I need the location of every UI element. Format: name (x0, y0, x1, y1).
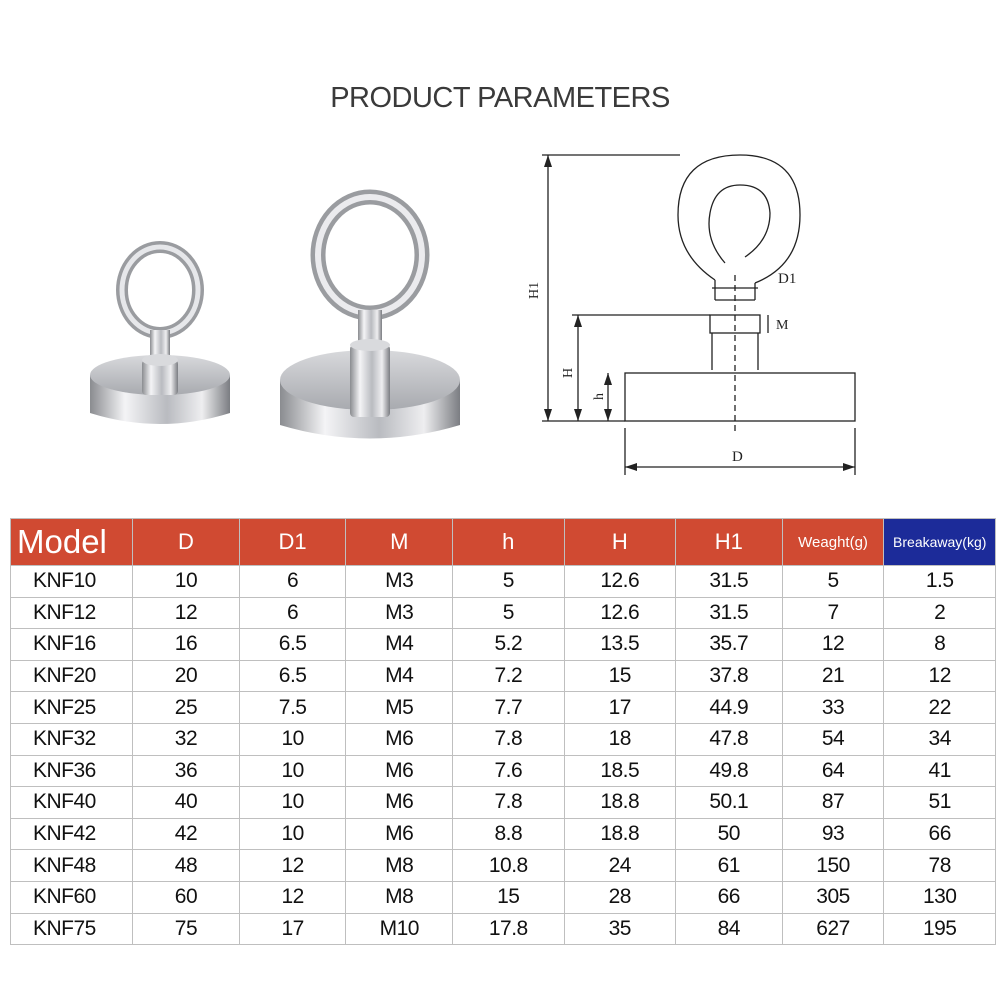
cell-weight: 627 (782, 913, 884, 945)
cell-h: 5 (453, 566, 564, 598)
cell-M: M8 (346, 850, 453, 882)
cell-D: 42 (133, 818, 240, 850)
cell-breakaway: 2 (884, 597, 996, 629)
table-row (11, 629, 996, 661)
cell-H1: 50.1 (675, 787, 782, 819)
cell-model: KNF48 (11, 850, 133, 882)
cell-h: 10.8 (453, 850, 564, 882)
table-row (11, 723, 996, 755)
cell-model: KNF40 (11, 787, 133, 819)
table-row (11, 818, 996, 850)
cell-H1: 35.7 (675, 629, 782, 661)
cell-M: M6 (346, 787, 453, 819)
dimension-diagram (520, 145, 880, 485)
cell-H1: 44.9 (675, 692, 782, 724)
cell-D: 40 (133, 787, 240, 819)
cell-breakaway: 78 (884, 850, 996, 882)
cell-model: KNF36 (11, 755, 133, 787)
cell-weight: 150 (782, 850, 884, 882)
cell-H: 18.5 (564, 755, 675, 787)
cell-h: 7.8 (453, 787, 564, 819)
cell-D1: 10 (239, 755, 346, 787)
table-row (11, 755, 996, 787)
cell-M: M4 (346, 660, 453, 692)
cell-h: 7.7 (453, 692, 564, 724)
cell-weight: 12 (782, 629, 884, 661)
cell-M: M4 (346, 629, 453, 661)
cell-breakaway: 130 (884, 881, 996, 913)
cell-H1: 31.5 (675, 597, 782, 629)
cell-M: M8 (346, 881, 453, 913)
cell-model: KNF42 (11, 818, 133, 850)
label-H: H (561, 367, 576, 378)
header-H: H (564, 519, 675, 566)
cell-H1: 84 (675, 913, 782, 945)
cell-D1: 6 (239, 566, 346, 598)
header-weight: Weaght(g) (782, 519, 884, 566)
cell-D1: 10 (239, 723, 346, 755)
cell-M: M5 (346, 692, 453, 724)
cell-H: 13.5 (564, 629, 675, 661)
label-M: M (776, 318, 789, 333)
cell-M: M10 (346, 913, 453, 945)
cell-weight: 93 (782, 818, 884, 850)
cell-D: 25 (133, 692, 240, 724)
header-breakaway: Breakaway(kg) (884, 519, 996, 566)
cell-D1: 17 (239, 913, 346, 945)
cell-H1: 49.8 (675, 755, 782, 787)
label-H1: H1 (527, 281, 542, 299)
cell-D: 75 (133, 913, 240, 945)
table-row (11, 660, 996, 692)
header-h: h (453, 519, 564, 566)
small-magnet (90, 247, 230, 424)
header-D1: D1 (239, 519, 346, 566)
table-row (11, 597, 996, 629)
cell-weight: 87 (782, 787, 884, 819)
cell-H: 35 (564, 913, 675, 945)
cell-model: KNF60 (11, 881, 133, 913)
cell-H1: 66 (675, 881, 782, 913)
cell-h: 5 (453, 597, 564, 629)
cell-h: 17.8 (453, 913, 564, 945)
cell-M: M3 (346, 566, 453, 598)
cell-h: 15 (453, 881, 564, 913)
table-row (11, 566, 996, 598)
table-header-row (11, 519, 996, 566)
cell-D: 60 (133, 881, 240, 913)
table-row (11, 913, 996, 945)
cell-model: KNF25 (11, 692, 133, 724)
cell-model: KNF75 (11, 913, 133, 945)
cell-H: 18 (564, 723, 675, 755)
cell-H: 18.8 (564, 787, 675, 819)
cell-D1: 10 (239, 787, 346, 819)
cell-h: 8.8 (453, 818, 564, 850)
cell-D1: 12 (239, 881, 346, 913)
cell-H: 17 (564, 692, 675, 724)
cell-D: 36 (133, 755, 240, 787)
table-row (11, 850, 996, 882)
cell-H: 18.8 (564, 818, 675, 850)
cell-weight: 21 (782, 660, 884, 692)
product-photo (60, 180, 490, 450)
cell-h: 7.8 (453, 723, 564, 755)
cell-D: 20 (133, 660, 240, 692)
table-row (11, 787, 996, 819)
label-h: h (592, 393, 607, 400)
cell-D1: 6.5 (239, 629, 346, 661)
cell-weight: 64 (782, 755, 884, 787)
cell-h: 7.6 (453, 755, 564, 787)
cell-D1: 6 (239, 597, 346, 629)
cell-model: KNF20 (11, 660, 133, 692)
cell-M: M3 (346, 597, 453, 629)
table-row (11, 881, 996, 913)
cell-D1: 7.5 (239, 692, 346, 724)
cell-H1: 61 (675, 850, 782, 882)
cell-H: 28 (564, 881, 675, 913)
cell-breakaway: 12 (884, 660, 996, 692)
parameters-table (10, 518, 996, 945)
label-D: D (732, 449, 743, 465)
cell-breakaway: 8 (884, 629, 996, 661)
cell-D: 48 (133, 850, 240, 882)
cell-model: KNF12 (11, 597, 133, 629)
label-D1: D1 (778, 271, 797, 287)
cell-M: M6 (346, 723, 453, 755)
cell-breakaway: 22 (884, 692, 996, 724)
cell-H1: 47.8 (675, 723, 782, 755)
cell-M: M6 (346, 818, 453, 850)
cell-breakaway: 1.5 (884, 566, 996, 598)
cell-model: KNF32 (11, 723, 133, 755)
cell-breakaway: 51 (884, 787, 996, 819)
cell-h: 7.2 (453, 660, 564, 692)
cell-weight: 305 (782, 881, 884, 913)
cell-D: 32 (133, 723, 240, 755)
cell-H1: 37.8 (675, 660, 782, 692)
cell-model: KNF10 (11, 566, 133, 598)
cell-D: 16 (133, 629, 240, 661)
cell-D1: 6.5 (239, 660, 346, 692)
cell-breakaway: 34 (884, 723, 996, 755)
cell-H1: 50 (675, 818, 782, 850)
page-title: PRODUCT PARAMETERS (330, 82, 670, 114)
cell-D1: 10 (239, 818, 346, 850)
cell-breakaway: 195 (884, 913, 996, 945)
cell-D: 12 (133, 597, 240, 629)
cell-H: 12.6 (564, 597, 675, 629)
header-H1: H1 (675, 519, 782, 566)
cell-H: 15 (564, 660, 675, 692)
cell-H: 24 (564, 850, 675, 882)
cell-breakaway: 41 (884, 755, 996, 787)
cell-weight: 7 (782, 597, 884, 629)
cell-H: 12.6 (564, 566, 675, 598)
cell-weight: 5 (782, 566, 884, 598)
cell-breakaway: 66 (884, 818, 996, 850)
header-D: D (133, 519, 240, 566)
cell-weight: 54 (782, 723, 884, 755)
table-row (11, 692, 996, 724)
cell-model: KNF16 (11, 629, 133, 661)
cell-h: 5.2 (453, 629, 564, 661)
cell-M: M6 (346, 755, 453, 787)
header-M: M (346, 519, 453, 566)
header-model: Model (11, 519, 133, 566)
cell-H1: 31.5 (675, 566, 782, 598)
cell-D: 10 (133, 566, 240, 598)
cell-D1: 12 (239, 850, 346, 882)
cell-weight: 33 (782, 692, 884, 724)
large-magnet (280, 197, 460, 439)
